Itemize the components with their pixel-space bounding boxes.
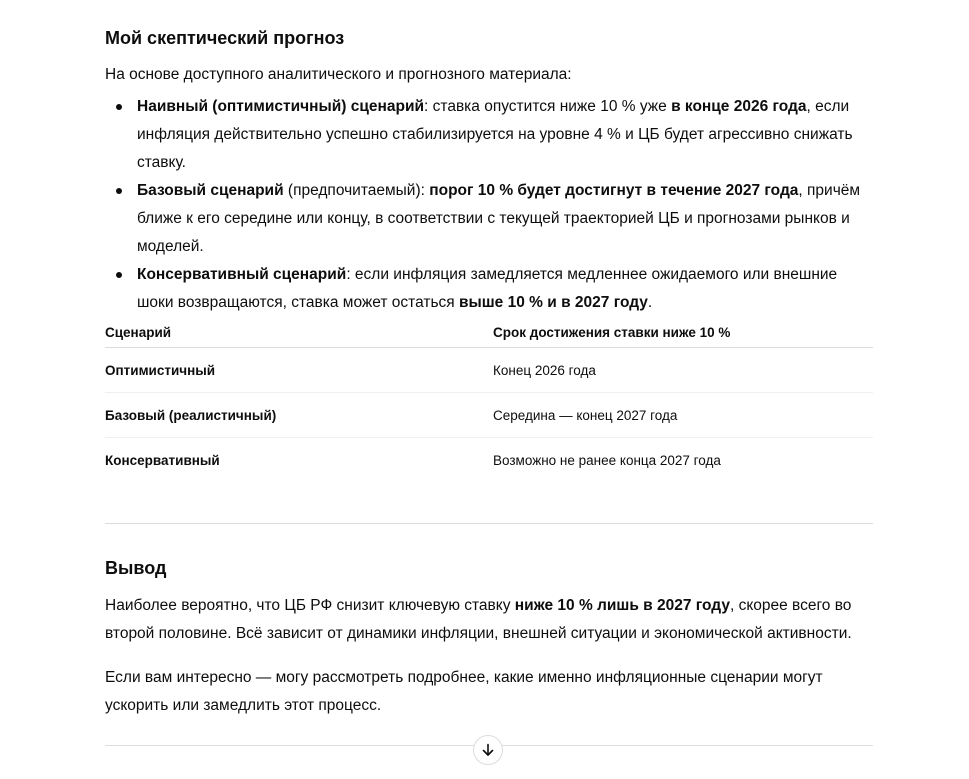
- section-heading-conclusion: Вывод: [105, 558, 167, 578]
- table-cell-scenario: Оптимистичный: [105, 348, 493, 393]
- scenario-title: Базовый сценарий: [137, 182, 284, 199]
- list-item: [105, 93, 873, 177]
- follow-up-paragraph: Если вам интересно — могу рассмотреть подробнее, какие именно инфляционные сценарии могут ускорить или замедлить этот процесс.: [105, 669, 823, 714]
- scenario-table: [105, 318, 873, 482]
- table-cell-timing: Возможно не ранее конца 2027 года: [493, 452, 721, 468]
- scenario-title: Наивный (оптимистичный) сценарий: [137, 98, 425, 115]
- table-cell-scenario: Базовый (реалистичный): [105, 393, 493, 438]
- table-row: [105, 438, 873, 483]
- table-cell-scenario: Консервативный: [105, 452, 220, 468]
- section-divider: [105, 523, 873, 524]
- scenario-emphasis: выше 10 % и в 2027 году: [459, 294, 648, 311]
- scenario-text: : если инфляция замедляется медленнее ожидаемого или внешние шоки возвращаются, ставка может остаться: [137, 266, 838, 311]
- table-header-row: [105, 318, 873, 348]
- list-item: [105, 261, 873, 317]
- column-header-timing: Срок достижения ставки ниже 10 %: [493, 318, 873, 348]
- forecast-intro: На основе доступного аналитического и прогнозного материала:: [105, 66, 572, 83]
- conclusion-emphasis: ниже 10 % лишь в 2027 году: [514, 597, 730, 614]
- table-cell-timing: Конец 2026 года: [493, 348, 873, 393]
- scenario-list: [105, 93, 873, 317]
- conclusion-paragraph: [105, 592, 873, 648]
- scenario-text: , причём ближе к его середине или концу, в соответствии с текущей траекторией ЦБ и прогнозами рынков и моделей.: [137, 182, 861, 255]
- conclusion-text: Наиболее вероятно, что ЦБ РФ снизит ключевую ставку: [105, 597, 515, 614]
- scenario-title-suffix: (предпочитаемый): [283, 182, 421, 199]
- table-row: [105, 393, 873, 438]
- table-cell-timing: Середина — конец 2027 года: [493, 393, 873, 438]
- scenario-text: :: [420, 182, 430, 199]
- arrow-down-icon: [480, 742, 496, 758]
- scroll-to-bottom-button[interactable]: [473, 735, 503, 765]
- section-heading-forecast: Мой скептический прогноз: [105, 28, 345, 48]
- scenario-text: : ставка опустится ниже 10 % уже: [424, 98, 672, 115]
- list-item: [105, 177, 873, 261]
- scenario-text: , если инфляция действительно успешно стабилизируется на уровне 4 % и ЦБ будет агрессивно снижать ставку.: [137, 98, 853, 171]
- column-header-scenario: Сценарий: [105, 318, 493, 348]
- conclusion-text: , скорее всего во второй половине. Всё зависит от динамики инфляции, внешней ситуации и экономической активности.: [105, 597, 852, 642]
- scenario-emphasis: порог 10 % будет достигнут в течение 2027 года: [429, 182, 799, 199]
- scenario-emphasis: в конце 2026 года: [671, 98, 807, 115]
- scenario-title: Консервативный сценарий: [137, 266, 347, 283]
- table-row: [105, 348, 873, 393]
- scenario-text: .: [647, 294, 653, 311]
